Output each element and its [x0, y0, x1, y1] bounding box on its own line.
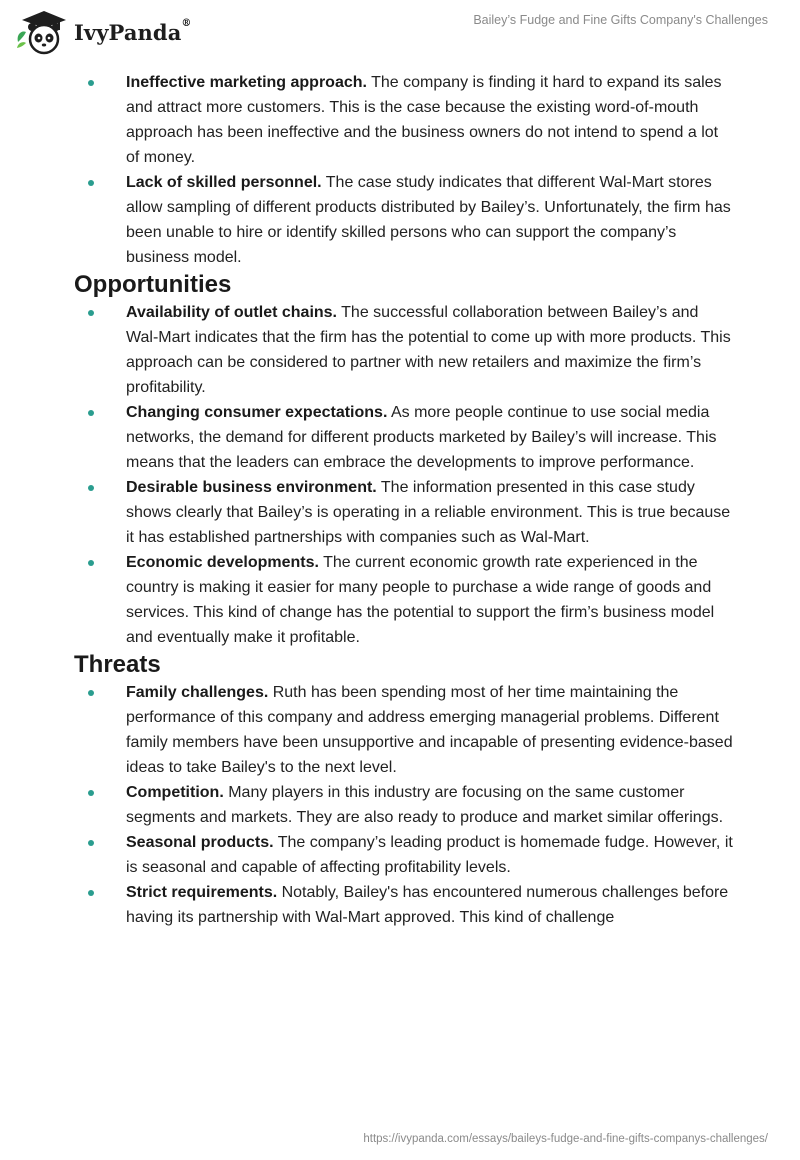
item-text: The information presented in this case study shows clearly that Bailey’s is operating in a reliable environment. This is true because it has established partnerships with companies such as Wal-Mart. [126, 479, 731, 546]
item-text: The case study indicates that different Wal-Mart stores allow sampling of different products distributed by Bailey’s. Unfortunately, the firm has been unable to hire or identify skilled persons who can support the company’s business model. [126, 174, 731, 266]
brand-logo[interactable] [14, 8, 192, 56]
item-title: Changing consumer expectations. [126, 404, 388, 421]
item-text: Notably, Bailey's has encountered numerous challenges before having its partnership with Wal-Mart approved. This kind of challenge [126, 884, 729, 926]
item-text: Many players in this industry are focusing on the same customer segments and markets. They are also ready to produce and market similar offerings. [126, 784, 724, 826]
document-title: Bailey’s Fudge and Fine Gifts Company's Challenges [473, 13, 768, 27]
threats-heading: Threats [74, 651, 161, 678]
item-title: Economic developments. [126, 554, 319, 571]
item-title: Lack of skilled personnel. [126, 174, 322, 191]
bullet-icon [88, 310, 94, 316]
item-title: Competition. [126, 784, 224, 801]
list-item [74, 680, 734, 780]
list-item [74, 780, 734, 830]
list-item [74, 400, 734, 475]
bullet-icon [88, 80, 94, 86]
item-text: The company’s leading product is homemade fudge. However, it is seasonal and capable of affecting profitability levels. [126, 834, 733, 876]
item-title: Availability of outlet chains. [126, 304, 337, 321]
list-item [74, 170, 734, 270]
bullet-icon [88, 485, 94, 491]
item-title: Family challenges. [126, 684, 269, 701]
essay-content [74, 70, 734, 930]
bullet-icon [88, 890, 94, 896]
bullet-icon [88, 840, 94, 846]
panda-logo-icon [14, 8, 70, 56]
brand-name: IvyPanda® [74, 17, 192, 45]
item-title: Desirable business environment. [126, 479, 377, 496]
item-title: Ineffective marketing approach. [126, 74, 367, 91]
item-text: The current economic growth rate experienced in the country is making it easier for many people to purchase a wide range of goods and services. This kind of change has the potential to support the firm’s business model and eventually make it profitable. [126, 554, 715, 646]
bullet-icon [88, 690, 94, 696]
item-text: The company is finding it hard to expand its sales and attract more customers. This is the case because the existing word-of-mouth approach has been ineffective and the business owners do not intend to spend a lot of money. [126, 74, 722, 166]
list-item [74, 550, 734, 650]
item-title: Seasonal products. [126, 834, 274, 851]
opportunities-list [74, 300, 734, 650]
bullet-icon [88, 560, 94, 566]
list-item [74, 475, 734, 550]
list-item [74, 830, 734, 880]
item-text: Ruth has been spending most of her time maintaining the performance of this company and address emerging managerial problems. Different family members have been unsupportive and incapable of presenting evidence-based ideas to take Bailey's to the next level. [126, 684, 733, 776]
weaknesses-list [74, 70, 734, 270]
list-item [74, 880, 734, 930]
opportunities-heading: Opportunities [74, 271, 232, 298]
item-title: Strict requirements. [126, 884, 278, 901]
threats-list [74, 680, 734, 930]
bullet-icon [88, 790, 94, 796]
list-item [74, 70, 734, 170]
list-item [74, 300, 734, 400]
source-url-link[interactable]: https://ivypanda.com/essays/baileys-fudge-and-fine-gifts-companys-challenges/ [363, 1133, 768, 1145]
page-header [0, 0, 800, 60]
item-text: As more people continue to use social media networks, the demand for different products marketed by Bailey’s will increase. This means that the leaders can embrace the developments to improve performance. [126, 404, 717, 471]
bullet-icon [88, 410, 94, 416]
bullet-icon [88, 180, 94, 186]
item-text: The successful collaboration between Bailey’s and Wal-Mart indicates that the firm has the potential to come up with more products. This approach can be considered to partner with new retailers and maximize the firm’s profitability. [126, 304, 731, 396]
